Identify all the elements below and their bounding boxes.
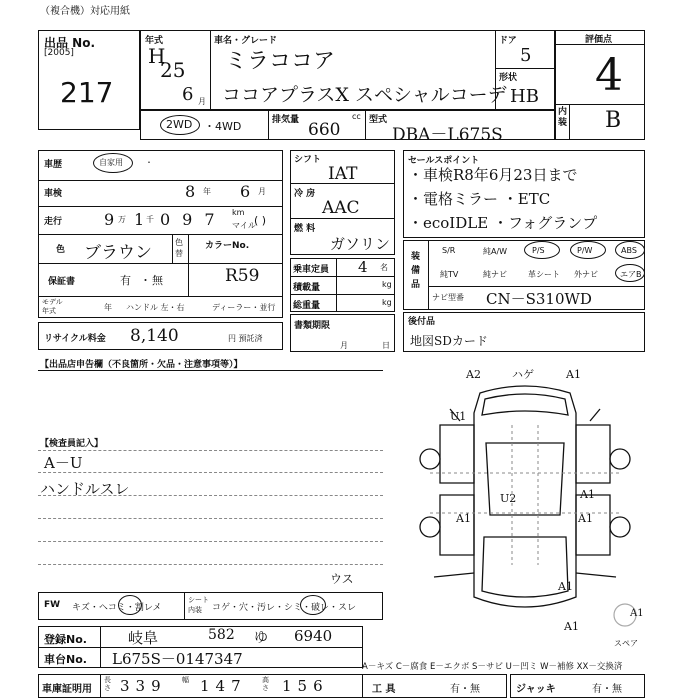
recycle-label: リサイクル料金 <box>44 334 106 344</box>
mileage-label: 走行 <box>44 217 63 227</box>
damage-seat-1: シート <box>188 596 209 604</box>
chassis-label: 車台No. <box>44 653 87 666</box>
inspector-line2: ハンドルスレ <box>40 480 130 498</box>
inspection-month: 6 <box>240 182 251 201</box>
equip-sr: S/R <box>442 246 456 255</box>
color-change-2: 替 <box>175 249 183 258</box>
warranty-no: 無 <box>152 274 163 287</box>
inspector-line1: A－U <box>44 454 83 472</box>
inspection-month-unit: 月 <box>258 187 266 196</box>
type-value: DBA－L675S <box>392 125 503 145</box>
mileage-digits: 097 <box>160 210 227 229</box>
diag-mark-hage: ハゲ <box>512 368 534 381</box>
type-label: 型式 <box>369 115 388 125</box>
cert-wid-label: 幅 <box>182 676 189 684</box>
sales-line2: ・電格ミラー ・ETC <box>408 190 551 208</box>
diag-mark-a1-rear: A1 <box>558 580 573 593</box>
year-value: 25 <box>160 58 186 82</box>
recycle-unit: 円 預託済 <box>228 334 263 343</box>
door-label: ドア <box>499 36 517 46</box>
shape-label: 形状 <box>499 73 518 83</box>
month-value: 6 <box>182 84 194 105</box>
disp-unit: cc <box>352 112 361 121</box>
inspector-title: 【検査員記入】 <box>40 439 104 449</box>
reg-kana: ゆ <box>254 630 268 646</box>
tools-options: 有・無 <box>450 684 480 695</box>
color-label: 色 <box>56 245 66 255</box>
model-year-unit: 年 <box>104 303 112 312</box>
cert-label: 車庫証明用 <box>42 684 92 695</box>
color-value: ブラウン <box>84 243 152 263</box>
lot-label: 出品 No. <box>44 36 96 50</box>
equip-navi: 純ナビ <box>483 270 507 279</box>
chassis-value: L675S－0147347 <box>112 650 243 668</box>
shift-label: シフト <box>294 155 322 165</box>
docs-label: 書類期限 <box>294 321 331 331</box>
warranty-sep: ・ <box>140 274 151 287</box>
docs-day: 日 <box>382 341 390 350</box>
reg-number: 6940 <box>294 627 333 645</box>
mileage-man-unit: 万 <box>118 215 126 224</box>
name-label: 車名・グレード <box>214 36 278 46</box>
seat-label: 乗車定員 <box>293 265 330 275</box>
history-other: ・ <box>145 158 153 167</box>
color-code-label: カラーNo. <box>205 241 250 251</box>
shape-value: HB <box>510 86 539 107</box>
tools-label: 工 具 <box>372 684 396 695</box>
mileage-unit-mile: マイル <box>232 221 256 230</box>
diag-mark-a1-right-1: A1 <box>580 488 595 501</box>
model-year-label-1: モデル <box>42 298 63 306</box>
mileage-sen-unit: 千 <box>146 215 154 224</box>
damage-items: キズ・ヘコミ・割レメ <box>72 603 162 613</box>
diag-mark-a2: A2 <box>466 368 481 381</box>
ac-value: AAC <box>322 198 360 218</box>
weight-unit: kg <box>382 298 392 307</box>
drive-4wd: ・4WD <box>204 120 242 133</box>
navi-model: CN－S310WD <box>486 290 592 308</box>
mileage-man: 9 <box>104 210 115 229</box>
inspection-year: 8 <box>185 182 196 201</box>
warranty-yes: 有 <box>120 274 131 287</box>
equip-tv: 純TV <box>440 270 459 279</box>
door-value: 5 <box>520 45 532 66</box>
inspection-label: 車検 <box>44 189 63 199</box>
navi-label: ナビ型番 <box>432 293 464 302</box>
load-label: 積載量 <box>293 283 321 293</box>
damage-seat-items: コゲ・穴・汚レ・シミ・破レ・スレ <box>212 603 357 613</box>
damage-label: FW <box>44 600 61 610</box>
interior-label: 内装 <box>558 107 568 128</box>
warranty-label: 保証書 <box>48 277 76 287</box>
jack-label: ジャッキ <box>516 684 556 695</box>
lot-number: 217 <box>60 76 114 109</box>
model-year-dealer: ディーラー・並行 <box>212 303 276 312</box>
load-unit: kg <box>382 280 392 289</box>
model-year-label-2: 年式 <box>42 307 56 315</box>
mileage-paren: ( ) <box>254 214 267 227</box>
color-change-1: 色 <box>175 238 183 247</box>
docs-month: 月 <box>340 341 348 350</box>
car-diagram <box>400 365 650 630</box>
fuel-value: ガソリン <box>330 235 391 253</box>
diag-mark-a1-top: A1 <box>566 368 581 381</box>
damage-seat-2: 内装 <box>188 606 202 614</box>
history-private: 自家用 <box>99 158 123 167</box>
equip-airbag: エアB <box>620 270 642 279</box>
fuel-label: 燃 料 <box>294 224 316 234</box>
notes-title: 【出品店申告欄（不良箇所・欠品・注意事項等）】 <box>40 360 243 370</box>
history-label: 車歴 <box>44 160 63 170</box>
equip-leather: 革シート <box>528 270 560 279</box>
cert-wid: 147 <box>200 677 247 695</box>
drive-2wd: 2WD <box>166 118 193 131</box>
mileage-sen: 1 <box>134 210 145 229</box>
equipment-side-label: 装備品 <box>411 252 421 290</box>
car-grade: ココアプラスX スペシャルコーデ <box>222 84 507 106</box>
year-era: H <box>148 44 166 68</box>
seat-unit: 名 <box>380 263 388 272</box>
interior-value: B <box>605 108 622 133</box>
form-title: （複合機）対応用紙 <box>40 6 130 17</box>
model-year-handle: ハンドル 左・右 <box>126 303 185 312</box>
cert-len-label: 長さ <box>104 676 111 692</box>
reg-label: 登録No. <box>44 633 87 646</box>
month-unit: 月 <box>198 97 206 106</box>
legend: A－キズ C－腐食 E－エクボ S－サビ U－凹ミ W－補修 XX－交換済 <box>362 662 623 672</box>
diag-mark-u2: U2 <box>500 492 517 505</box>
score-value: 4 <box>595 50 623 101</box>
damage-note: ウス <box>330 572 354 586</box>
recycle-value: 8,140 <box>130 326 179 346</box>
diag-mark-a1-left: A1 <box>456 512 471 525</box>
cert-hei: 156 <box>282 677 329 695</box>
diag-mark-a1-bottom: A1 <box>564 620 579 633</box>
reg-class: 582 <box>208 627 235 643</box>
year-label: 年式 <box>145 36 164 46</box>
disp-label: 排気量 <box>272 115 300 125</box>
seat-value: 4 <box>358 258 368 276</box>
spare-mark: A1 <box>630 608 644 619</box>
equip-ext-navi: 外ナビ <box>574 270 598 279</box>
equip-aw: 純A/W <box>483 247 508 256</box>
mileage-unit-km: km <box>232 208 245 217</box>
lot-year-tag: [2005] <box>44 48 74 58</box>
reg-area: 岐阜 <box>128 629 159 647</box>
diag-mark-a1-right-2: A1 <box>578 512 593 525</box>
sales-line3: ・ecoIDLE ・フォグランプ <box>408 214 598 232</box>
equip-ps: P/S <box>532 246 545 255</box>
color-code: R59 <box>225 266 260 286</box>
score-label: 評価点 <box>585 35 613 45</box>
cert-len: 339 <box>120 677 167 695</box>
shift-value: IAT <box>328 164 358 184</box>
sales-label: セールスポイント <box>408 156 480 166</box>
after-label: 後付品 <box>408 317 436 327</box>
spare-label: スペア <box>614 639 638 648</box>
after-value: 地図SDカード <box>410 334 488 348</box>
equip-pw: P/W <box>577 246 593 255</box>
jack-options: 有・無 <box>592 684 622 695</box>
inspection-year-unit: 年 <box>203 187 211 196</box>
cert-hei-label: 高さ <box>262 676 269 692</box>
weight-label: 総重量 <box>293 301 321 311</box>
diag-mark-u1: U1 <box>450 410 467 423</box>
sales-line1: ・車検R8年6月23日まで <box>408 166 578 184</box>
ac-label: 冷 房 <box>294 189 316 199</box>
equip-abs: ABS <box>621 246 637 255</box>
disp-value: 660 <box>308 120 341 140</box>
car-name: ミラココア <box>225 49 336 74</box>
